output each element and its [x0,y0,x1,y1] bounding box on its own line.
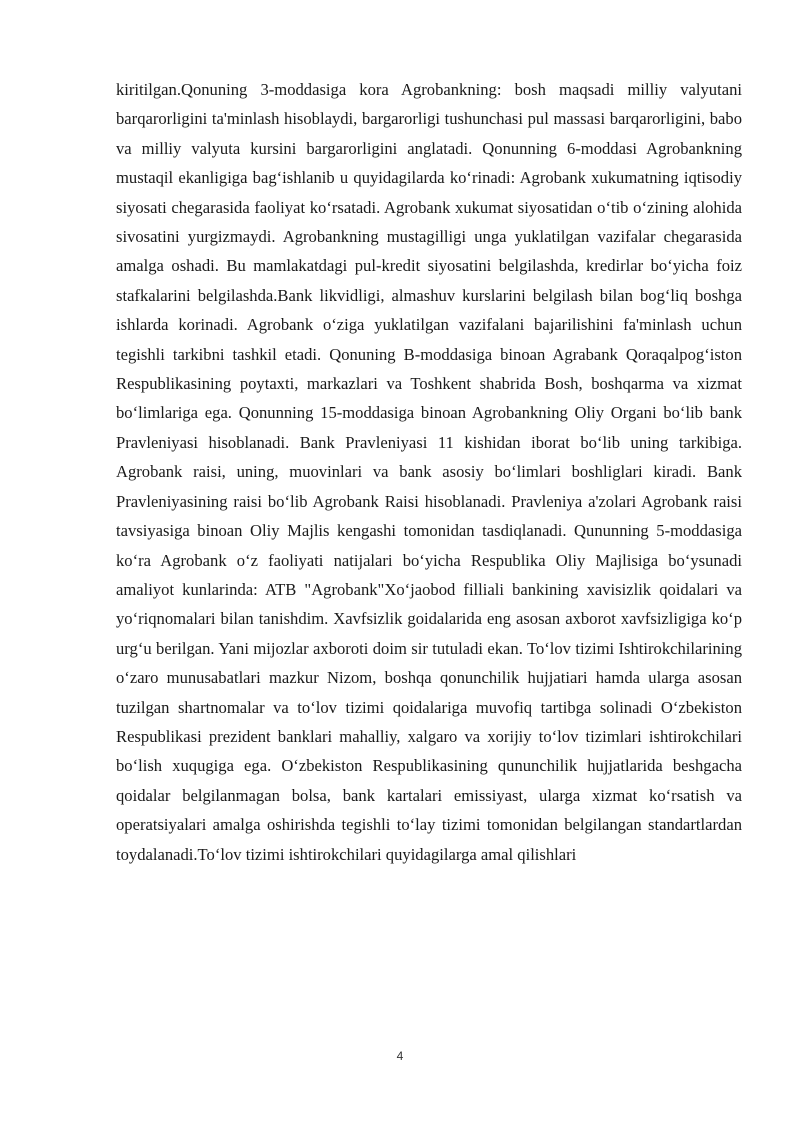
body-paragraph: kiritilgan.Qonuning 3-moddasiga kora Agrobankning: bosh maqsadi milliy valyutani barqarorligini ta'minlash hisoblaydi, bargarorligi tushunchasi pul massasi barqarorligini, babo va milliy valyuta kursini bargarorligini anglatadi. Qonunning 6-moddasi Agrobankning mustaqil ekanligiga bag‘ishlanib u quyidagilarda ko‘rinadi: Agrobank xukumatning iqtisodiy siyosati chegarasida faoliyat ko‘rsatadi. Agrobank xukumat siyosatidan o‘tib o‘zining alohida sivosatini yurgizmaydi. Agrobankning mustagilligi unga yuklatilgan vazifalar chegarasida amalga oshadi. Bu mamlakatdagi pul-kredit siyosatini belgilashda, kredirlar bo‘yicha foiz stafkalarini belgilashda.Bank likvidligi, almashuv kurslarini belgilash bilan bog‘liq boshga ishlarda korinadi. Agrobank o‘ziga yuklatilgan vazifalani bajarilishini fa'minlash uchun tegishli tarkibni tashkil etadi. Qonuning B-moddasiga binoan Agrabank Qoraqalpog‘iston Respublikasining poytaxti, markazlari va Toshkent shabrida Bosh, boshqarma va xizmat bo‘limlariga ega. Qonunning 15-moddasiga binoan Agrobankning Oliy Organi bo‘lib bank Pravleniyasi hisoblanadi. Bank Pravleniyasi 11 kishidan iborat bo‘lib uning tarkibiga. Agrobank raisi, uning, muovinlari va bank asosiy bo‘limlari boshliglari kiradi. Bank Pravleniyasining raisi bo‘lib Agrobank Raisi hisoblanadi. Pravleniya a'zolari Agrobank raisi tavsiyasiga binoan Oliy Majlis kengashi tomonidan tasdiqlanadi. Qununning 5-moddasiga ko‘ra Agrobank o‘z faoliyati natijalari bo‘yicha Respublika Oliy Majlisiga bo‘ysunadi amaliyot kunlarinda: ATB "Agrobank"Xo‘jaobod filliali bankining xavisizlik qoidalari va yo‘riqnomalari bilan tanishdim. Xavfsizlik goidalarida eng asosan axborot xavfsizligiga ko‘p urg‘u berilgan. Yani mijozlar axboroti doim sir tutuladi ekan. To‘lov tizimi Ishtirokchilarining o‘zaro munusabatlari mazkur Nizom, boshqa qonunchilik hujjatiari hamda ularga asosan tuzilgan shartnomalar va to‘lov tizimi qoidalariga muvofiq tartibga solinadi O‘zbekiston Respublikasi prezident banklari mahalliy, xalgaro va xorijiy to‘lov tizimlari ishtirokchilari bo‘lish xuqugiga ega. O‘zbekiston Respublikasining qununchilik hujjatlarida beshgacha qoidalar belgilanmagan bolsa, bank kartalari emissiyast, ularga xizmat ko‘rsatish va operatsiyalari amalga oshirishda tegishli to‘lay tizimi tomonidan belgilangan standartlardan toydalanadi.To‘lov tizimi ishtirokchilari quyidagilarga amal qilishlari [116,80,742,864]
page-number: 4 [396,1049,404,1063]
